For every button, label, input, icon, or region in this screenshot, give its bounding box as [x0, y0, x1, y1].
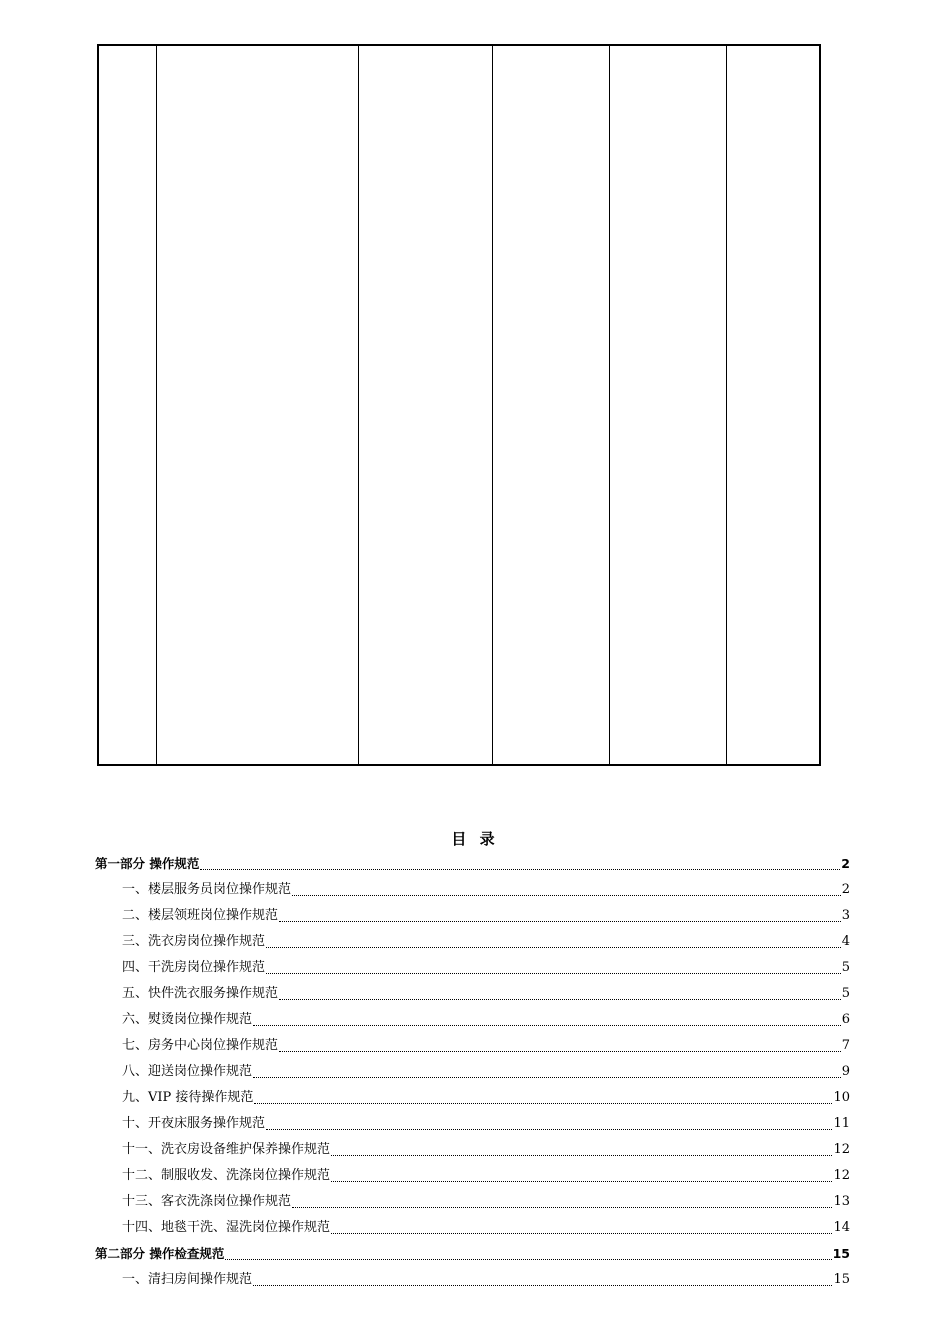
- toc-entry-label: 二、楼层领班岗位操作规范: [122, 908, 279, 923]
- toc-entry[interactable]: [95, 872, 850, 898]
- toc-entry-label: 九、VIP 接待操作规范: [122, 1090, 254, 1105]
- toc-dot-leader: [292, 1198, 832, 1210]
- toc-entry[interactable]: [95, 924, 850, 950]
- toc-entry[interactable]: [95, 1184, 850, 1210]
- toc-entry-page-number: 10: [833, 1090, 850, 1105]
- toc-entry[interactable]: [95, 1028, 850, 1054]
- toc-entry[interactable]: [95, 1132, 850, 1158]
- toc-entry-label: 十四、地毯干洗、湿洗岗位操作规范: [122, 1220, 331, 1235]
- empty-table: [97, 44, 821, 766]
- toc-entry-page-number: 12: [833, 1142, 850, 1157]
- toc-title: 目 录: [451, 830, 499, 848]
- table-column-divider: [358, 46, 359, 764]
- toc-entry[interactable]: [95, 898, 850, 924]
- toc-entry[interactable]: [95, 976, 850, 1002]
- toc-entry-page-number: 13: [833, 1194, 850, 1209]
- toc-dot-leader: [279, 912, 841, 924]
- toc-entry[interactable]: [95, 1210, 850, 1236]
- toc-dot-leader: [331, 1172, 832, 1184]
- toc-dot-leader: [266, 1120, 832, 1132]
- toc-entry-page-number: 15: [833, 1272, 850, 1287]
- toc-entry[interactable]: [95, 1262, 850, 1288]
- toc-entry[interactable]: [95, 1158, 850, 1184]
- table-column-divider: [726, 46, 727, 764]
- toc-entry-page-number: 6: [841, 1012, 850, 1027]
- toc-dot-leader: [279, 990, 841, 1002]
- toc-dot-leader: [292, 886, 841, 898]
- toc-dot-leader: [225, 1250, 831, 1262]
- toc-entry[interactable]: [95, 950, 850, 976]
- toc-entry[interactable]: [95, 1054, 850, 1080]
- table-of-contents: [95, 846, 850, 1288]
- toc-entry-label: 七、房务中心岗位操作规范: [122, 1038, 279, 1053]
- table-column-divider: [492, 46, 493, 764]
- toc-entry-page-number: 9: [841, 1064, 850, 1079]
- toc-dot-leader: [331, 1224, 832, 1236]
- toc-entry-label: 一、楼层服务员岗位操作规范: [122, 882, 292, 897]
- toc-entry-label: 十、开夜床服务操作规范: [122, 1116, 266, 1131]
- toc-entry-label: 一、清扫房间操作规范: [122, 1272, 253, 1287]
- toc-entry-page-number: 3: [841, 908, 850, 923]
- toc-dot-leader: [253, 1016, 841, 1028]
- toc-entry-page-number: 15: [832, 1246, 850, 1261]
- toc-dot-leader: [266, 938, 841, 950]
- toc-dot-leader: [200, 860, 840, 872]
- toc-dot-leader: [279, 1042, 841, 1054]
- table-column-divider: [156, 46, 157, 764]
- toc-entry-page-number: 7: [841, 1038, 850, 1053]
- toc-entry-label: 十二、制服收发、洗涤岗位操作规范: [122, 1168, 331, 1183]
- toc-dot-leader: [253, 1068, 841, 1080]
- toc-entry-page-number: 11: [833, 1116, 850, 1131]
- toc-entry-page-number: 12: [833, 1168, 850, 1183]
- toc-entry[interactable]: [95, 1002, 850, 1028]
- toc-entry-label: 十一、洗衣房设备维护保养操作规范: [122, 1142, 331, 1157]
- toc-entry-page-number: 4: [841, 934, 850, 949]
- toc-entry-label: 第一部分 操作规范: [95, 856, 200, 871]
- toc-entry-label: 五、快件洗衣服务操作规范: [122, 986, 279, 1001]
- toc-dot-leader: [266, 964, 841, 976]
- toc-entry-page-number: 5: [841, 960, 850, 975]
- toc-part-entry[interactable]: [95, 846, 850, 872]
- toc-entry-label: 十三、客衣洗涤岗位操作规范: [122, 1194, 292, 1209]
- table-column-divider: [609, 46, 610, 764]
- toc-entry-page-number: 2: [841, 882, 850, 897]
- toc-entry-label: 第二部分 操作检查规范: [95, 1246, 225, 1261]
- toc-entry-page-number: 5: [841, 986, 850, 1001]
- toc-dot-leader: [331, 1146, 832, 1158]
- toc-dot-leader: [254, 1094, 832, 1106]
- toc-part-entry[interactable]: [95, 1236, 850, 1262]
- toc-dot-leader: [253, 1276, 832, 1288]
- toc-entry-label: 三、洗衣房岗位操作规范: [122, 934, 266, 949]
- toc-entry-label: 四、干洗房岗位操作规范: [122, 960, 266, 975]
- toc-entry-label: 六、熨烫岗位操作规范: [122, 1012, 253, 1027]
- toc-entry-label: 八、迎送岗位操作规范: [122, 1064, 253, 1079]
- toc-entry[interactable]: [95, 1080, 850, 1106]
- toc-entry-page-number: 2: [841, 856, 850, 871]
- toc-entry-page-number: 14: [833, 1220, 850, 1235]
- toc-entry[interactable]: [95, 1106, 850, 1132]
